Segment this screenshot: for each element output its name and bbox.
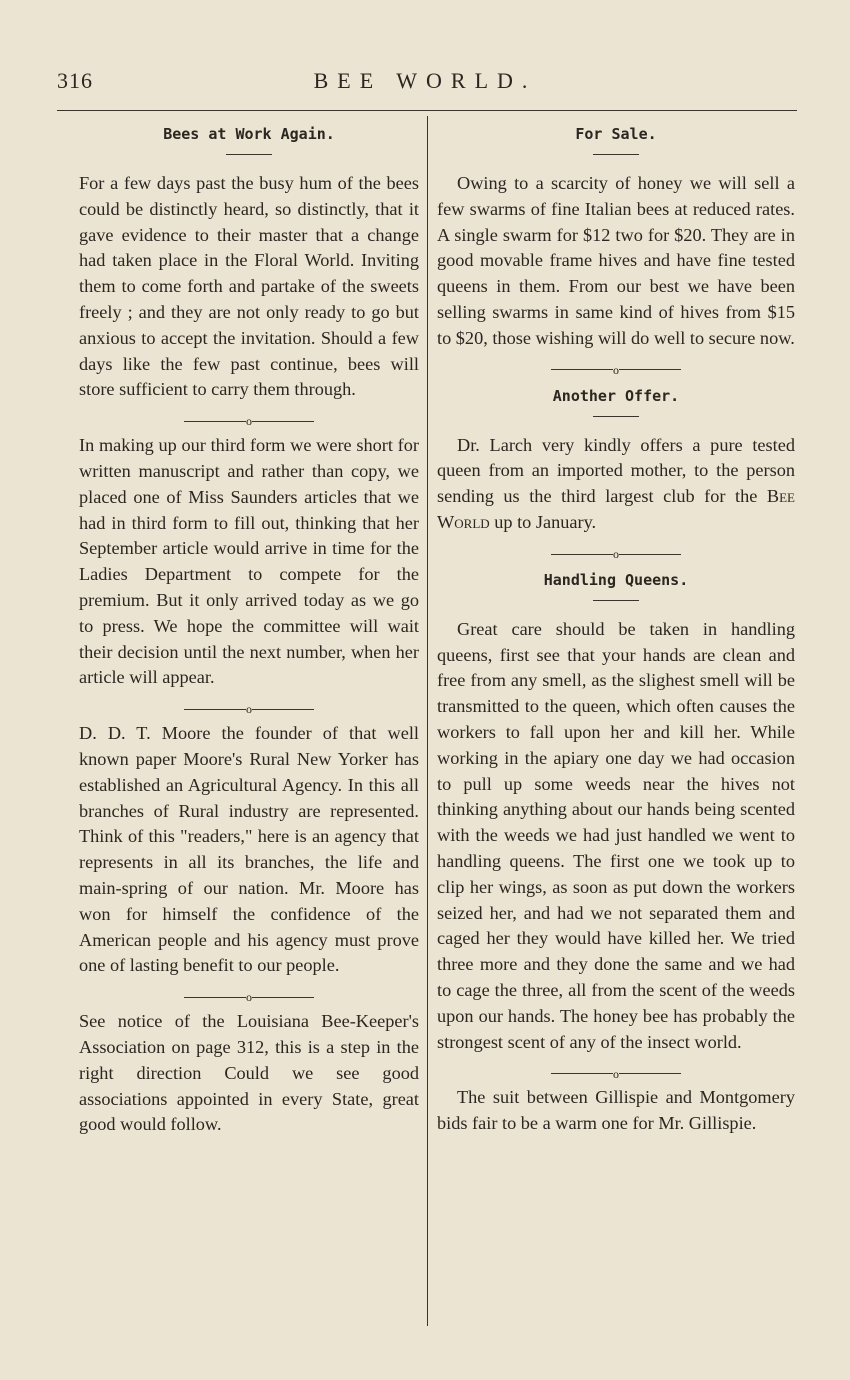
article-bees-at-work: For a few days past the busy hum of the bees could be distinctly heard, so distinctly, that it gave evidence to their master that a change had taken place in the Floral World. Inviting them to come forth and partake of the sweets freely ; and they are not only ready to go but anxious to accept the invitation. Should a few days like the few past continue, bees will store sufficient to carry them through. bbox=[79, 173, 419, 400]
running-head: BEE WORLD. bbox=[313, 68, 537, 93]
article-louisiana-association: See notice of the Louisiana Bee-Keeper's Association on page 312, this is a step in the right direction Could we see good associations appointed in every State, great good would follow. bbox=[79, 1011, 419, 1135]
header-rule bbox=[57, 110, 797, 111]
bee-world-name: Bee World bbox=[437, 486, 795, 532]
article-handling-queens: Great care should be taken in handling queens, first see that your hands are clean and free from any smell, as the slighest smell will be transmitted to the queen, which often causes the workers to fall upon her and kill her. While working in the apiary one day we had occasion to pull up some weeds near the hives not thinking anything about our hands being scented with the weeds we had just handled we went to handling queens. The first one we took up to clip her wings, as soon as put down the workers seized her, and had we not separated them and caged her they would have killed her. We tried three more and they done the same and we had to cage the three, all from the scent of the weeds upon our hands. The honey bee has probably the strongest scent of any of the insect world. bbox=[437, 618, 795, 1052]
article-another-offer: Dr. Larch very kindly offers a pure tested queen from an imported mother, to the person sending us the third largest club for the Bee World up to January. bbox=[437, 434, 795, 532]
section-separator: o bbox=[79, 697, 419, 719]
article-gillispie-suit: The suit between Gillispie and Montgomery bids fair to be a warm one for Mr. Gillispie. bbox=[437, 1087, 795, 1134]
section-separator: o bbox=[79, 985, 419, 1007]
article-moore-agency: D. D. T. Moore the founder of that well known paper Moore's Rural New Yorker has established an Agricultural Agency. In this all branches of Rural industry are represented. Think of this "readers," here is an agency that represents in all its branches, the life and main-spring of our nation. Mr. Moore has won for himself the confidence of the American people and his agency must prove one of lasting benefit to our people. bbox=[79, 723, 419, 976]
title-rule bbox=[593, 154, 639, 155]
article-for-sale: Owing to a scarcity of honey we will sell a few swarms of fine Italian bees at reduced rates. A single swarm for $12 two for $20. They are in good movable frame hives and have fine tested queens in them. From our best we have been selling swarms in same kind of hives from $15 to $20, those wishing will do well to secure now. bbox=[437, 173, 795, 348]
page-number: 316 bbox=[57, 68, 93, 93]
title-rule bbox=[226, 154, 272, 155]
right-column bbox=[437, 118, 795, 1137]
article-title-handling-queens: Handling Queens. bbox=[543, 570, 689, 589]
article-title-for-sale: For Sale. bbox=[575, 125, 657, 143]
section-separator: o bbox=[437, 1061, 795, 1083]
article-third-form: In making up our third form we were short for written manuscript and rather than copy, we placed one of Miss Saunders articles that we had in third form to fill out, thinking that her September article would arrive in time for the Ladies Department to compete for the premium. But it only arrived today as we go to press. We hope the committee will wait their decision until the next number, when her article will appear. bbox=[79, 435, 419, 688]
article-title-bees-at-work: Bees at Work Again. bbox=[163, 125, 335, 143]
left-column bbox=[79, 118, 419, 1138]
title-rule bbox=[593, 416, 639, 417]
column-divider bbox=[427, 116, 428, 1326]
title-rule bbox=[593, 600, 639, 601]
section-separator: o bbox=[437, 542, 795, 564]
article-title-another-offer: Another Offer. bbox=[552, 386, 680, 405]
section-separator: o bbox=[79, 409, 419, 431]
section-separator: o bbox=[437, 358, 795, 380]
